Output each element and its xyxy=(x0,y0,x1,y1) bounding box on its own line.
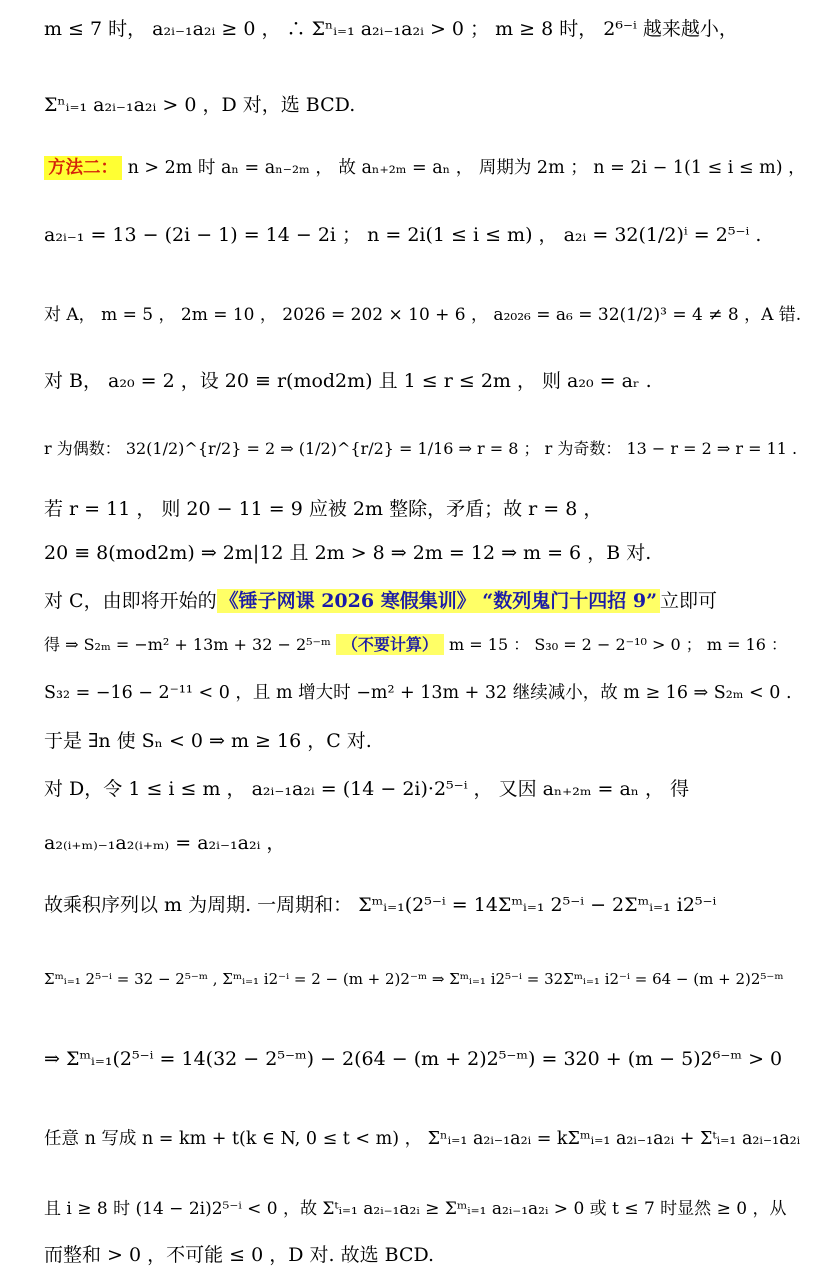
text-line-8 xyxy=(44,496,807,522)
text-line-13 xyxy=(44,728,807,754)
line-text: S₃₂ = −16 − 2⁻¹¹ < 0 ，且 m 增大时 −m² + 13m + 32 继续减小，故 m ≥ 16 ⇒ S₂ₘ < 0 . xyxy=(44,683,792,703)
text-line-4 xyxy=(44,222,807,248)
text-line-9 xyxy=(44,540,807,566)
text-line-15 xyxy=(44,830,807,856)
text-line-16 xyxy=(44,892,807,918)
text-line-11 xyxy=(44,632,807,658)
text-line-18 xyxy=(44,1046,807,1072)
line-text: m = 15 ： S₃₀ = 2 − 2⁻¹⁰ > 0 ； m = 16 ： xyxy=(449,635,788,654)
text-line-10 xyxy=(44,588,807,614)
no-calc-highlight: （不要计算） xyxy=(336,634,444,655)
line-text: 对 C，由即将开始的 xyxy=(44,590,217,612)
line-text: 立即可 xyxy=(660,590,718,612)
line-text: m ≤ 7 时， a₂ᵢ₋₁a₂ᵢ ≥ 0 ， ∴ Σⁿᵢ₌₁ a₂ᵢ₋₁a₂ᵢ > 0 ； m ≥ 8 时， 2⁶⁻ⁱ 越来越小， xyxy=(44,18,738,40)
line-text: a₂₍ᵢ₊ₘ₎₋₁a₂₍ᵢ₊ₘ₎ = a₂ᵢ₋₁a₂ᵢ ， xyxy=(44,832,286,854)
line-text: 任意 n 写成 n = km + t(k ∈ N, 0 ≤ t < m) ， Σⁿᵢ₌₁ a₂ᵢ₋₁a₂ᵢ = kΣᵐᵢ₌₁ a₂ᵢ₋₁a₂ᵢ + Σᵗᵢ₌₁ a₂ᵢ₋₁a₂ᵢ xyxy=(44,1129,801,1149)
line-text: 故乘积序列以 m 为周期. 一周期和： Σᵐᵢ₌₁(2⁵⁻ⁱ = 14Σᵐᵢ₌₁ 2⁵⁻ⁱ − 2Σᵐᵢ₌₁ i2⁵⁻ⁱ xyxy=(44,894,717,916)
text-line-17 xyxy=(44,966,807,992)
method-two-label: 方法二： xyxy=(44,156,122,180)
text-line-14 xyxy=(44,776,807,802)
line-text: 于是 ∃n 使 Sₙ < 0 ⇒ m ≥ 16 ，C 对. xyxy=(44,730,372,752)
line-text: Σᵐᵢ₌₁ 2⁵⁻ⁱ = 32 − 2⁵⁻ᵐ , Σᵐᵢ₌₁ i2⁻ⁱ = 2 − (m + 2)2⁻ᵐ ⇒ Σᵐᵢ₌₁ i2⁵⁻ⁱ = 32Σᵐᵢ₌₁ i2⁻ⁱ = 64 − (m + 2)2⁵⁻ᵐ xyxy=(44,970,784,988)
text-line-21 xyxy=(44,1242,807,1268)
text-line-1 xyxy=(44,16,807,42)
line-text: 且 i ≥ 8 时 (14 − 2i)2⁵⁻ⁱ < 0 ，故 Σᵗᵢ₌₁ a₂ᵢ₋₁a₂ᵢ ≥ Σᵐᵢ₌₁ a₂ᵢ₋₁a₂ᵢ > 0 或 t ≤ 7 时显然 ≥ 0 ，从 xyxy=(44,1199,787,1219)
line-text: ⇒ Σᵐᵢ₌₁(2⁵⁻ⁱ = 14(32 − 2⁵⁻ᵐ) − 2(64 − (m + 2)2⁵⁻ᵐ) = 320 + (m − 5)2⁶⁻ᵐ > 0 xyxy=(44,1048,783,1070)
text-line-2 xyxy=(44,92,807,118)
line-text: 若 r = 11 ， 则 20 − 11 = 9 应被 2m 整除，矛盾；故 r = 8 ， xyxy=(44,498,603,520)
line-text: 而整和 > 0 ，不可能 ≤ 0 ，D 对. 故选 BCD. xyxy=(44,1244,435,1266)
line-text: Σⁿᵢ₌₁ a₂ᵢ₋₁a₂ᵢ > 0 ，D 对，选 BCD. xyxy=(44,94,356,116)
text-line-5 xyxy=(44,302,807,328)
text-line-19 xyxy=(44,1126,807,1152)
line-text: r 为偶数： 32(1/2)^{r/2} = 2 ⇒ (1/2)^{r/2} = 1/16 ⇒ r = 8 ； r 为奇数： 13 − r = 2 ⇒ r = 11 . xyxy=(44,439,798,458)
course-highlight: 《锤子网课 2026 寒假集训》 “数列鬼门十四招 9” xyxy=(217,589,660,613)
text-line-3 xyxy=(44,155,807,181)
line-text: 对 A， m = 5 ， 2m = 10 ， 2026 = 202 × 10 + 6 ， a₂₀₂₆ = a₆ = 32(1/2)³ = 4 ≠ 8 ，A 错. xyxy=(44,305,802,325)
line-text: a₂ᵢ₋₁ = 13 − (2i − 1) = 14 − 2i ； n = 2i(1 ≤ i ≤ m) ， a₂ᵢ = 32(1/2)ⁱ = 2⁵⁻ⁱ . xyxy=(44,224,762,246)
line-text: n > 2m 时 aₙ = aₙ₋₂ₘ ， 故 aₙ₊₂ₘ = aₙ ， 周期为 2m ； n = 2i − 1(1 ≤ i ≤ m) ， xyxy=(127,158,806,178)
line-text: 对 D，令 1 ≤ i ≤ m ， a₂ᵢ₋₁a₂ᵢ = (14 − 2i)·2⁵⁻ⁱ ， 又因 aₙ₊₂ₘ = aₙ ， 得 xyxy=(44,778,690,800)
text-line-20 xyxy=(44,1196,807,1222)
text-line-6 xyxy=(44,368,807,394)
line-text: 20 ≡ 8(mod2m) ⇒ 2m|12 且 2m > 8 ⇒ 2m = 12 ⇒ m = 6 ，B 对. xyxy=(44,542,652,564)
text-line-7 xyxy=(44,436,807,462)
line-text: 得 ⇒ S₂ₘ = −m² + 13m + 32 − 2⁵⁻ᵐ xyxy=(44,635,331,654)
line-text: 对 B， a₂₀ = 2 ，设 20 ≡ r(mod2m) 且 1 ≤ r ≤ 2m ， 则 a₂₀ = aᵣ . xyxy=(44,370,652,392)
text-line-12 xyxy=(44,680,807,706)
